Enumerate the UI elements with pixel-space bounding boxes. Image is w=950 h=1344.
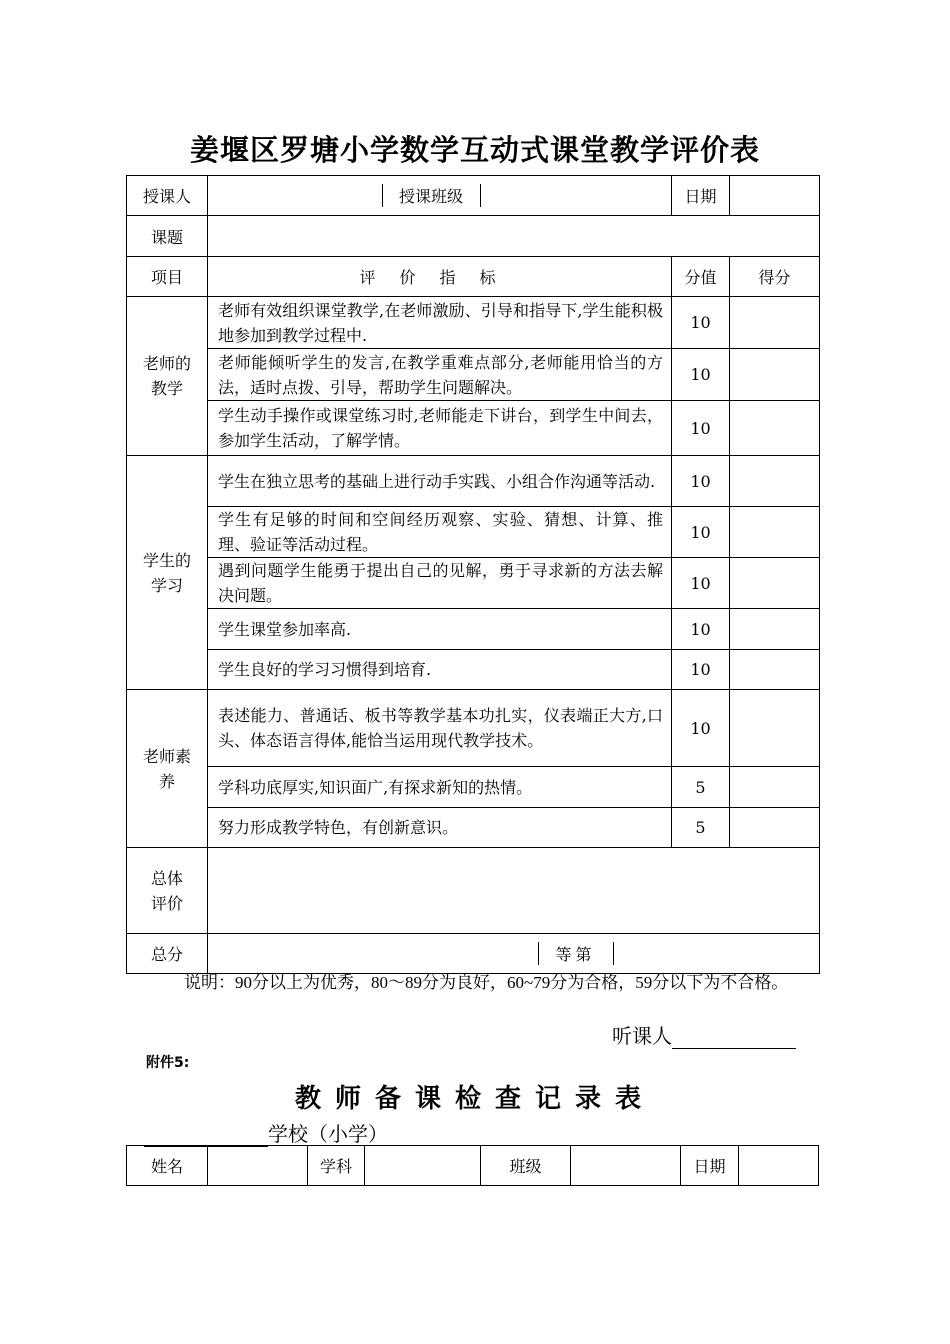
table-row (127, 507, 820, 558)
score-label: 分值 (672, 257, 730, 297)
indicator-text: 学生有足够的时间和空间经历观察、实验、猜想、计算、推理、验证等活动过程。 (208, 507, 672, 558)
indicator-text: 学生良好的学习习惯得到培育. (208, 650, 672, 690)
table-row (127, 690, 820, 767)
indicator-text: 学生课堂参加率高. (208, 609, 672, 650)
got-value[interactable] (730, 507, 820, 558)
total-value[interactable] (208, 942, 538, 965)
topic-label: 课题 (127, 216, 208, 257)
table-row (127, 767, 820, 808)
section-title: 教师备课检查记录表 (294, 1084, 655, 1114)
teacher-label: 授课人 (127, 176, 208, 216)
item-label: 项目 (127, 257, 208, 297)
overall-row (127, 848, 820, 934)
date-label: 日期 (672, 176, 730, 216)
subject-value[interactable] (365, 1146, 481, 1186)
section-name: 学生的学习 (127, 456, 208, 690)
table-row (127, 808, 820, 848)
indicator-label: 评价指标 (359, 268, 520, 287)
class-label: 班级 (481, 1146, 571, 1186)
table-row (127, 609, 820, 650)
school-blank[interactable] (144, 1122, 268, 1147)
score-value: 10 (672, 507, 730, 558)
score-value: 10 (672, 349, 730, 401)
table-row (127, 650, 820, 690)
indicator-text: 学生在独立思考的基础上进行动手实践、小组合作沟通等活动. (208, 456, 672, 507)
table-row (127, 297, 820, 349)
name-value[interactable] (208, 1146, 308, 1186)
name-label: 姓名 (127, 1146, 208, 1186)
prep-check-table (126, 1145, 819, 1186)
score-value: 10 (672, 456, 730, 507)
got-value[interactable] (730, 650, 820, 690)
overall-label: 总体评价 (127, 848, 208, 934)
topic-row (127, 216, 820, 257)
score-value: 10 (672, 297, 730, 349)
grade-label: 等第 (538, 942, 613, 965)
got-value[interactable] (730, 558, 820, 609)
got-value[interactable] (730, 767, 820, 808)
listener-label: 听课人 (612, 1024, 672, 1048)
listener-line[interactable] (672, 1026, 796, 1049)
got-value[interactable] (730, 349, 820, 401)
indicator-text: 学科功底厚实,知识面广,有探求新知的热情。 (208, 767, 672, 808)
teacher-value[interactable] (208, 184, 382, 207)
class-value[interactable] (480, 184, 671, 207)
subject-label: 学科 (308, 1146, 365, 1186)
table-row (127, 401, 820, 456)
table-row (127, 456, 820, 507)
score-value: 5 (672, 767, 730, 808)
got-value[interactable] (730, 456, 820, 507)
score-value: 10 (672, 558, 730, 609)
evaluation-table (126, 175, 820, 974)
got-value[interactable] (730, 297, 820, 349)
overall-value[interactable] (208, 848, 820, 934)
score-value: 10 (672, 690, 730, 767)
section-name: 老师素养 (127, 690, 208, 848)
page-title: 姜堰区罗塘小学数学互动式课堂教学评价表 (189, 133, 760, 167)
indicator-text: 学生动手操作或课堂练习时,老师能走下讲台，到学生中间去，参加学生活动，了解学情。 (208, 401, 672, 456)
score-value: 5 (672, 808, 730, 848)
info-row (127, 176, 820, 216)
indicator-text: 老师能倾听学生的发言,在教学重难点部分,老师能用恰当的方法，适时点拨、引导，帮助学生问题解决。 (208, 349, 672, 401)
total-label: 总分 (127, 934, 208, 974)
column-header-row (127, 257, 820, 297)
indicator-text: 努力形成教学特色，有创新意识。 (208, 808, 672, 848)
got-value[interactable] (730, 609, 820, 650)
score-value: 10 (672, 650, 730, 690)
class-value[interactable] (571, 1146, 681, 1186)
table-row (127, 558, 820, 609)
indicator-text: 老师有效组织课堂教学,在老师激励、引导和指导下,学生能积极地参加到教学过程中. (208, 297, 672, 349)
date-label: 日期 (681, 1146, 739, 1186)
got-value[interactable] (730, 690, 820, 767)
school-line (144, 1118, 388, 1147)
got-label: 得分 (730, 257, 820, 297)
total-inner (208, 942, 819, 965)
score-value: 10 (672, 401, 730, 456)
listener (612, 1020, 796, 1049)
total-row (127, 934, 820, 974)
topic-value[interactable] (208, 216, 820, 257)
section-name: 老师的教学 (127, 297, 208, 456)
indicator-text: 遇到问题学生能勇于提出自己的见解，勇于寻求新的方法去解决问题。 (208, 558, 672, 609)
score-value: 10 (672, 609, 730, 650)
indicator-text: 表述能力、普通话、板书等教学基本功扎实，仪表端正大方,口头、体态语言得体,能恰当运用现代教学技术。 (208, 690, 672, 767)
info-inner (208, 184, 671, 207)
got-value[interactable] (730, 401, 820, 456)
note-text: 说明：90分以上为优秀，80～89分为良好，60~79分为合格，59分以下为不合格。 (184, 973, 789, 992)
date-value[interactable] (730, 176, 820, 216)
school-label: 学校（小学） (268, 1122, 388, 1146)
table-row (127, 349, 820, 401)
date-value[interactable] (739, 1146, 819, 1186)
class-label: 授课班级 (382, 184, 480, 207)
attachment-label: 附件5: (146, 1055, 190, 1071)
got-value[interactable] (730, 808, 820, 848)
grade-value[interactable] (613, 942, 819, 965)
